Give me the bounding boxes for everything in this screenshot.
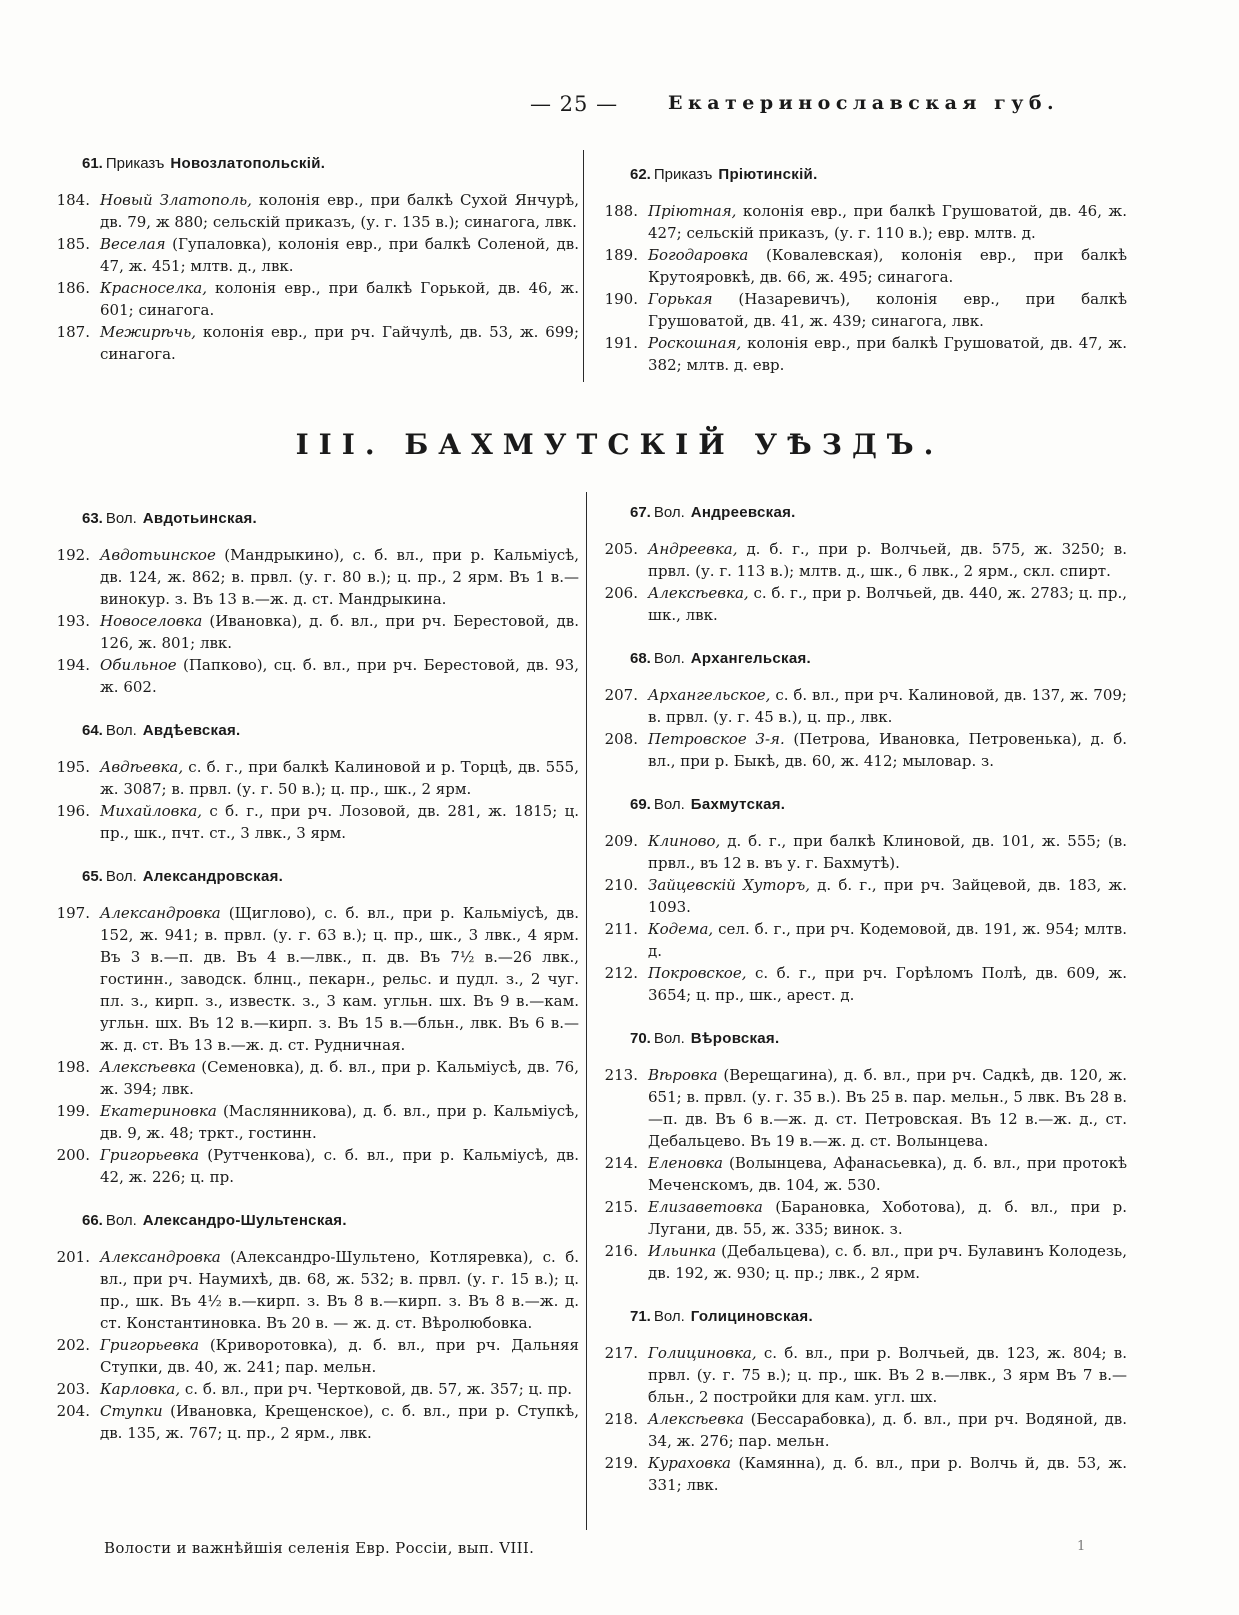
entry-description: с. б. вл., при р. Волчьей, дв. 123, ж. 804; в. првл. (у. г. 75 в.); ц. пр., шк. Въ 2 в.—лвк., 3 ярм Въ 7 в.—бльн., 2 постройки для кам. угл. шх.: [648, 1344, 1127, 1406]
entry: [596, 1408, 1127, 1452]
entry: [48, 902, 579, 1056]
section-kind: Вол.: [653, 1030, 685, 1047]
entry-description: (Мандрыкино), с. б. вл., при р. Кальміусѣ, дв. 124, ж. 862; в. првл. (у. г. 80 в.); ц. пр., 2 ярм. Въ 1 в.—винокур. з. Въ 13 в.—ж. д. ст. Мандрыкина.: [100, 546, 579, 608]
entry: [596, 874, 1127, 918]
entry-description: колонія евр., при балкѣ Грушоватой, дв. 46, ж. 427; сельскій приказъ, (у. г. 110 в.); евр. млтв. д.: [648, 202, 1127, 242]
section-number: 71.: [630, 1308, 651, 1325]
section-gap: [596, 626, 1127, 648]
place-name: Пріютная,: [648, 202, 737, 220]
entry-number: 205.: [604, 540, 638, 558]
place-name: Ступки: [100, 1402, 163, 1420]
section-name: Голициновская.: [690, 1308, 813, 1325]
entry-number: 198.: [56, 1058, 90, 1076]
entry-number: 196.: [56, 802, 90, 820]
entry: [48, 1246, 579, 1334]
page-mark: 1: [1077, 1539, 1086, 1554]
entry-description: (Рутченкова), с. б. вл., при р. Кальміусѣ, дв. 42, ж. 226; ц. пр.: [100, 1146, 579, 1186]
place-name: Покровское,: [648, 964, 747, 982]
place-name: Елизаветовка: [648, 1198, 763, 1216]
entry-description: с. б. вл., при рч. Калиновой, дв. 137, ж. 709; в. првл. (у. г. 45 в.), ц. пр., лвк.: [648, 686, 1127, 726]
entry: [48, 321, 579, 365]
entry-description: сел. б. г., при рч. Кодемовой, дв. 191, ж. 954; млтв. д.: [648, 920, 1127, 960]
entry: [48, 544, 579, 610]
entry-number: 218.: [604, 1410, 638, 1428]
entry-number: 191.: [604, 334, 638, 352]
entry-description: (Волынцева, Афанасьевка), д. б. вл., при протокѣ Меченскомъ, дв. 104, ж. 530.: [648, 1154, 1127, 1194]
entry: [596, 918, 1127, 962]
entry-number: 190.: [604, 290, 638, 308]
entry: [48, 756, 579, 800]
top-right-column: [596, 164, 1127, 376]
entry: [596, 1152, 1127, 1196]
section-number: 64.: [82, 722, 103, 739]
place-name: Алексѣевка: [100, 1058, 196, 1076]
section-heading: [48, 720, 579, 742]
running-header: [0, 86, 1239, 126]
column-divider-main: [586, 492, 587, 1530]
place-name: Петровское 3-я.: [648, 730, 785, 748]
entry-description: колонія евр., при балкѣ Сухой Янчурѣ, дв. 79, ж 880; сельскій приказъ, (у. г. 135 в.); синагога, лвк.: [100, 191, 579, 231]
section-heading: [596, 1028, 1127, 1050]
entry-number: 202.: [56, 1336, 90, 1354]
entry-description: с б. г., при рч. Лозовой, дв. 281, ж. 1815; ц. пр., шк., пчт. ст., 3 лвк., 3 ярм.: [100, 802, 579, 842]
entry-number: 186.: [56, 279, 90, 297]
section-heading: [596, 502, 1127, 524]
entry-number: 200.: [56, 1146, 90, 1164]
section-gap: [48, 844, 579, 866]
entry-description: (Барановка, Хоботова), д. б. вл., при р. Лугани, дв. 55, ж. 335; винок. з.: [648, 1198, 1127, 1238]
place-name: Ильинка: [648, 1242, 717, 1260]
entry: [596, 1452, 1127, 1496]
entry-description: (Ивановка, Крещенское), с. б. вл., при р. Ступкѣ, дв. 135, ж. 767; ц. пр., 2 ярм., лвк.: [100, 1402, 579, 1442]
section-number: 69.: [630, 796, 651, 813]
place-name: Обильное: [100, 656, 177, 674]
place-name: Михайловка,: [100, 802, 203, 820]
entry-number: 189.: [604, 246, 638, 264]
entry: [48, 233, 579, 277]
entry: [596, 288, 1127, 332]
footer-note: Волости и важнѣйшія селенія Евр. Россіи, вып. VIII.: [104, 1539, 535, 1557]
entry: [596, 582, 1127, 626]
place-name: Веселая: [100, 235, 166, 253]
section-gap: [596, 1284, 1127, 1306]
place-name: Богодаровка: [648, 246, 749, 264]
section-name: Новозлатопольскій.: [170, 155, 326, 172]
entry-number: 214.: [604, 1154, 638, 1172]
entry: [48, 1378, 579, 1400]
section-name: Андреевская.: [690, 504, 796, 521]
entry: [48, 189, 579, 233]
entry-number: 195.: [56, 758, 90, 776]
entry-description: д. б. г., при р. Волчьей, дв. 575, ж. 3250; в. првл. (у. г. 113 в.); млтв. д., шк., 6 лвк., 2 ярм., скл. спирт.: [648, 540, 1127, 580]
section-heading: [48, 1210, 579, 1232]
entry-number: 199.: [56, 1102, 90, 1120]
entry-description: колонія евр., при балкѣ Горькой, дв. 46, ж. 601; синагога.: [100, 279, 579, 319]
section-heading: [48, 508, 579, 530]
entry: [596, 200, 1127, 244]
entry-number: 187.: [56, 323, 90, 341]
section-number: 63.: [82, 510, 103, 527]
section-name: Александро-Шультенская.: [142, 1212, 347, 1229]
entry: [596, 1196, 1127, 1240]
section-gap: [48, 1188, 579, 1210]
entry-number: 203.: [56, 1380, 90, 1398]
place-name: Карловка,: [100, 1380, 181, 1398]
section-number: 61.: [82, 155, 103, 172]
entry: [596, 1342, 1127, 1408]
entry-number: 217.: [604, 1344, 638, 1362]
section-name: Пріютинскій.: [718, 166, 818, 183]
page-number: — 25 —: [530, 92, 619, 116]
place-name: Новый Златополь,: [100, 191, 252, 209]
place-name: Александровка: [100, 904, 221, 922]
entry-number: 208.: [604, 730, 638, 748]
section-kind: Вол.: [653, 650, 685, 667]
place-name: Зайцевскій Хуторъ,: [648, 876, 811, 894]
entry: [596, 962, 1127, 1006]
entry-number: 216.: [604, 1242, 638, 1260]
entry-description: (Ковалевская), колонія евр., при балкѣ Крутояровкѣ, дв. 66, ж. 495; синагога.: [648, 246, 1127, 286]
entry-description: колонія евр., при балкѣ Грушоватой, дв. 47, ж. 382; млтв. д. евр.: [648, 334, 1127, 374]
entry-description: с. б. г., при р. Волчьей, дв. 440, ж. 2783; ц. пр., шк., лвк.: [648, 584, 1127, 624]
entry-description: (Назаревичъ), колонія евр., при балкѣ Грушоватой, дв. 41, ж. 439; синагога, лвк.: [648, 290, 1127, 330]
entry-number: 211.: [604, 920, 638, 938]
entry-description: (Щиглово), с. б. вл., при р. Кальміусѣ, дв. 152, ж. 941; в. првл. (у. г. 63 в.); ц. пр., шк., 3 лвк., 4 ярм. Въ 3 в.—п. дв. Въ 4 в.—лвк., п. дв. Въ 7½ в.—26 лвк., гостинн., заводск. блнц., пекарн., рельс. и пудл. з., 2 чуг. пл. з., кирп. з., известк. з., 3 кам. угльн. шх. Въ 9 в.—кам. угльн. шх. Въ 12 в.—кирп. з. Въ 15 в.—бльн., лвк. Въ 6 в.—ж. д. ст. Въ 13 в.—ж. д. ст. Рудничная.: [100, 904, 579, 1054]
entry-number: 209.: [604, 832, 638, 850]
entry: [48, 1400, 579, 1444]
entry-description: (Камянна), д. б. вл., при р. Волчь й, дв. 53, ж. 331; лвк.: [648, 1454, 1127, 1494]
place-name: Андреевка,: [648, 540, 738, 558]
top-left-column: [48, 153, 579, 365]
section-number: 62.: [630, 166, 651, 183]
entry: [596, 684, 1127, 728]
entry: [48, 654, 579, 698]
section-number: 67.: [630, 504, 651, 521]
entry: [48, 1100, 579, 1144]
column-divider-top: [583, 150, 584, 382]
entry: [48, 277, 579, 321]
place-name: Голициновка,: [648, 1344, 757, 1362]
place-name: Григорьевка: [100, 1336, 200, 1354]
section-number: 68.: [630, 650, 651, 667]
entry-number: 210.: [604, 876, 638, 894]
entry-description: (Верещагина), д. б. вл., при рч. Садкѣ, дв. 120, ж. 651; в. првл. (у. г. 35 в.). Въ 25 в. пар. мельн., 5 лвк. Въ 28 в.—п. дв. Въ 6 в.—ж. д. ст. Петровская. Въ 12 в.—ж. д., ст. Дебальцево. Въ 19 в.—ж. д. ст. Волынцева.: [648, 1066, 1127, 1150]
section-heading: [596, 794, 1127, 816]
section-kind: Вол.: [105, 722, 137, 739]
entry-number: 213.: [604, 1066, 638, 1084]
entry-description: (Маслянникова), д. б. вл., при р. Кальміусѣ, дв. 9, ж. 48; тркт., гостинн.: [100, 1102, 579, 1142]
section-kind: Вол.: [653, 1308, 685, 1325]
entry-number: 201.: [56, 1248, 90, 1266]
place-name: Григорьевка: [100, 1146, 200, 1164]
section-name: Архангельская.: [690, 650, 811, 667]
entry: [596, 1240, 1127, 1284]
entry-number: 188.: [604, 202, 638, 220]
main-left-column: [48, 508, 579, 1444]
entry: [48, 610, 579, 654]
section-heading: [596, 164, 1127, 186]
entry-description: (Александро-Шультено, Котляревка), с. б. вл., при рч. Наумихѣ, дв. 68, ж. 532; в. првл. (у. г. 15 в.); ц. пр., шк. Въ 4½ в.—кирп. з. Въ 8 в.—кирп. з. Въ 8 в.—ж. д. ст. Константиновка. Въ 20 в. — ж. д. ст. Вѣролюбовка.: [100, 1248, 579, 1332]
entry-number: 215.: [604, 1198, 638, 1216]
place-name: Архангельское,: [648, 686, 771, 704]
place-name: Кодема,: [648, 920, 714, 938]
section-name: Авдотьинская.: [142, 510, 258, 527]
section-kind: Вол.: [105, 1212, 137, 1229]
place-name: Горькая: [648, 290, 713, 308]
entry-number: 185.: [56, 235, 90, 253]
entry-number: 212.: [604, 964, 638, 982]
place-name: Вѣровка: [648, 1066, 718, 1084]
entry-description: колонія евр., при рч. Гайчулѣ, дв. 53, ж. 699; синагога.: [100, 323, 579, 363]
place-name: Межирѣчь,: [100, 323, 197, 341]
entry-description: с. б. г., при балкѣ Калиновой и р. Торцѣ, дв. 555, ж. 3087; в. првл. (у. г. 50 в.); ц. пр., шк., 2 ярм.: [100, 758, 579, 798]
section-number: 66.: [82, 1212, 103, 1229]
entry-description: (Гупаловка), колонія евр., при балкѣ Соленой, дв. 47, ж. 451; млтв. д., лвк.: [100, 235, 579, 275]
entry-description: (Бессарабовка), д. б. вл., при рч. Водяной, дв. 34, ж. 276; пар. мельн.: [648, 1410, 1127, 1450]
section-kind: Вол.: [105, 868, 137, 885]
entry-description: д. б. г., при балкѣ Клиновой, дв. 101, ж. 555; (в. првл., въ 12 в. въ у. г. Бахмутѣ).: [648, 832, 1127, 872]
entry: [48, 800, 579, 844]
entry: [596, 728, 1127, 772]
section-kind: Вол.: [105, 510, 137, 527]
entry: [596, 830, 1127, 874]
entry: [48, 1144, 579, 1188]
main-right-column: [596, 502, 1127, 1496]
entry-number: 207.: [604, 686, 638, 704]
entry: [596, 332, 1127, 376]
section-kind: Вол.: [653, 504, 685, 521]
entry-description: (Папково), сц. б. вл., при рч. Берестовой, дв. 93, ж. 602.: [100, 656, 579, 696]
entry-description: (Дебальцева), с. б. вл., при рч. Булавинъ Колодезь, дв. 192, ж. 930; ц. пр.; лвк., 2 ярм.: [648, 1242, 1127, 1282]
place-name: Новоселовка: [100, 612, 203, 630]
place-name: Екатериновка: [100, 1102, 217, 1120]
entry: [48, 1056, 579, 1100]
entry-description: (Ивановка), д. б. вл., при рч. Берестовой, дв. 126, ж. 801; лвк.: [100, 612, 579, 652]
section-kind: Вол.: [653, 796, 685, 813]
entry-number: 184.: [56, 191, 90, 209]
entry: [596, 1064, 1127, 1152]
entry-number: 206.: [604, 584, 638, 602]
section-gap: [596, 772, 1127, 794]
section-gap: [596, 1006, 1127, 1028]
place-name: Авдотьинское: [100, 546, 216, 564]
entry-number: 192.: [56, 546, 90, 564]
entry-number: 197.: [56, 904, 90, 922]
entry-number: 193.: [56, 612, 90, 630]
entry-number: 204.: [56, 1402, 90, 1420]
section-name: Бахмутская.: [690, 796, 786, 813]
section-heading: [596, 648, 1127, 670]
section-heading: [596, 1306, 1127, 1328]
section-heading: [48, 153, 579, 175]
running-title: Екатеринославская губ.: [668, 92, 1060, 114]
place-name: Роскошная,: [648, 334, 742, 352]
section-number: 70.: [630, 1030, 651, 1047]
entry-description: (Петрова, Ивановка, Петровенька), д. б. вл., при р. Быкѣ, дв. 60, ж. 412; мыловар. з.: [648, 730, 1127, 770]
section-name: Авдѣевская.: [142, 722, 241, 739]
place-name: Клиново,: [648, 832, 721, 850]
entry-description: д. б. г., при рч. Зайцевой, дв. 183, ж. 1093.: [648, 876, 1128, 916]
entry: [596, 244, 1127, 288]
district-title: III. БАХМУТСКІЙ УѢЗДЪ.: [295, 428, 944, 461]
place-name: Курахoвка: [648, 1454, 731, 1472]
entry-description: с. б. г., при рч. Горѣломъ Полѣ, дв. 609, ж. 3654; ц. пр., шк., арест. д.: [648, 964, 1127, 1004]
entry: [48, 1334, 579, 1378]
section-name: Александровская.: [142, 868, 284, 885]
entry-description: (Семеновка), д. б. вл., при р. Кальміусѣ, дв. 76, ж. 394; лвк.: [100, 1058, 579, 1098]
place-name: Александровка: [100, 1248, 221, 1266]
place-name: Красноселка,: [100, 279, 207, 297]
entry-description: (Криворотовка), д. б. вл., при рч. Дальняя Ступки, дв. 40, ж. 241; пар. мельн.: [100, 1336, 579, 1376]
place-name: Алексѣевка,: [648, 584, 749, 602]
entry: [596, 538, 1127, 582]
entry-number: 219.: [604, 1454, 638, 1472]
section-number: 65.: [82, 868, 103, 885]
place-name: Авдѣевка,: [100, 758, 184, 776]
section-kind: Приказъ: [653, 166, 713, 183]
place-name: Алексѣевка: [648, 1410, 744, 1428]
section-gap: [48, 698, 579, 720]
section-heading: [48, 866, 579, 888]
section-kind: Приказъ: [105, 155, 165, 172]
entry-description: с. б. вл., при рч. Чертковой, дв. 57, ж. 357; ц. пр.: [180, 1380, 573, 1398]
place-name: Еленовка: [648, 1154, 723, 1172]
section-name: Вѣровская.: [690, 1030, 780, 1047]
entry-number: 194.: [56, 656, 90, 674]
